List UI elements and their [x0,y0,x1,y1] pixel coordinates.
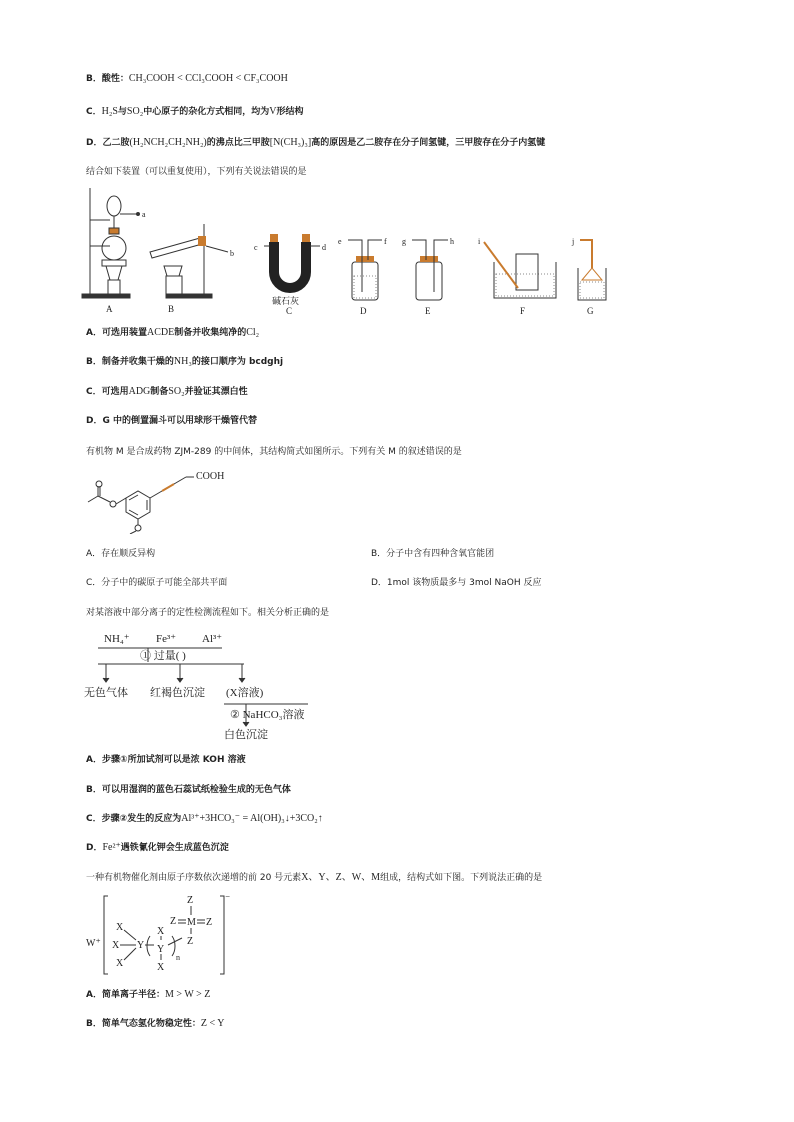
atom-x-unit-bottom: X [157,962,165,973]
q2-option-d-text: D．G 中的倒置漏斗可以用球形干燥管代替 [86,416,257,426]
q1-option-d-text1: D．乙二胺 [86,138,130,148]
q2-option-a-text1: A．可选用装置 [86,328,147,338]
apparatus-c [254,234,326,316]
q4-stem: 对某溶液中部分离子的定性检测流程如下。相关分析正确的是 [86,608,330,618]
q2-option-d [86,415,257,427]
apparatus-f [478,237,556,316]
atom-y-unit: Y [157,944,165,955]
output-x-solution: (X溶液) [226,687,264,699]
anion-charge: ⁻ [225,894,231,905]
q3-option-c: C．分子中的碳原子可能全部共平面 [86,578,228,588]
port-label-e: e [338,237,342,246]
q1-option-d-text3: 高的原因是乙二胺存在分子间氢键，三甲胺存在分子内氢键 [311,138,546,148]
atom-z-bottom: Z [187,936,194,947]
q1-option-c-letter: C． [86,107,102,117]
q1-option-c-text3: 形结构 [276,107,304,117]
atom-x-left: X [112,940,120,951]
apparatus-label-c: C [286,306,293,316]
output-red-brown-precipitate: 红褐色沉淀 [150,687,205,699]
q4-option-c [86,813,323,825]
q5-option-b-text: B．简单气态氢化物稳定性： [86,1019,201,1029]
apparatus-d [338,237,387,316]
output-colorless-gas: 无色气体 [84,687,128,699]
q3-option-b: B．分子中含有四种含氧官能团 [371,549,495,559]
atom-x-top: X [116,922,124,933]
q2-apparatus-figure [80,184,620,318]
q2-option-b-formula: NH₃ [173,356,192,367]
apparatus-a [82,188,146,314]
q3-option-d: D．1mol 该物质最多与 3mol NaOH 反应 [371,578,542,588]
port-label-j: j [572,237,575,246]
q2-option-a-text2: 制备并收集纯净的 [174,328,247,338]
q2-option-c [86,386,248,398]
q5-stem-text1: 一种有机物催化剂由原子序数依次递增的前 20 号元素 [86,873,302,883]
q5-option-b [86,1018,224,1030]
apparatus-label-g: G [587,306,594,316]
atom-x-unit-top: X [157,926,165,937]
q1-option-b-formula: CH₃COOH < CCl₃COOH < CF₃COOH [128,73,288,84]
q1-option-d-formula1: (H₂NCH₂CH₂NH₂) [129,137,207,148]
q1-option-d-text2: 的沸点比三甲胺 [206,138,270,148]
q4-option-c-equation: Al³⁺+3HCO₃⁻ = Al(OH)₃↓+3CO₂↑ [181,813,323,824]
q4-option-b-text: B．可以用湿润的蓝色石蕊试纸检验生成的无色气体 [86,785,291,795]
ion-nh4: NH₄⁺ [104,633,130,645]
atom-z-left: Z [170,916,177,927]
q4-option-d-letter: D． [86,843,103,853]
q2-option-c-text2: 制备 [150,387,169,397]
q2-option-a-formula2: Cl₂ [246,327,260,338]
q1-option-c-formula-so2: SO₂ [126,106,144,117]
q2-option-c-formula2: SO₂ [168,386,185,397]
q1-option-c-text2: 中心原子的杂化方式相同，均为 [143,107,270,117]
q3-structure-figure [84,464,244,534]
q2-option-b-text1: B．制备并收集干燥的 [86,357,174,367]
cation-w: W⁺ [86,938,101,949]
apparatus-label-e: E [425,306,431,316]
q5-stem [86,872,542,884]
step-1-label: ① 过量( ) [140,650,186,662]
q1-option-d [86,137,545,149]
port-label-c: c [254,243,258,252]
port-label-i: i [478,237,481,246]
q2-option-c-text1: C．可选用 [86,387,129,397]
apparatus-label-a: A [106,304,113,314]
port-label-h: h [450,237,454,246]
port-label-g: g [402,237,406,246]
q4-option-c-text: C．步骤②发生的反应为 [86,814,182,824]
q4-option-d [86,842,229,854]
q5-option-a-text: A．简单离子半径： [86,990,165,1000]
atom-x-bottom: X [116,958,124,969]
q4-option-b [86,784,291,796]
q2-option-a-formula1: ACDE [146,327,175,338]
q5-option-b-formula: Z < Y [200,1018,225,1029]
q4-option-a-text: A．步骤①所加试剂可以是浓 KOH 溶液 [86,755,246,765]
cooh-label: COOH [196,471,225,482]
q1-option-c-formula-h2s: H₂S [101,106,118,117]
q1-option-b [86,73,288,85]
q2-stem: 结合如下装置（可以重复使用），下列有关说法错误的是 [86,167,307,177]
ion-fe3: Fe³⁺ [156,633,177,645]
atom-z-right: Z [206,917,213,928]
q2-option-a [86,327,259,339]
q1-option-c-text1: 与 [117,107,127,117]
q4-option-d-formula: Fe²⁺ [102,842,121,853]
q1-option-b-prefix: B．酸性： [86,74,129,84]
output-white-precipitate: 白色沉淀 [224,729,268,741]
atom-y-1: Y [137,940,145,951]
port-label-b: b [230,249,234,258]
atom-z-top: Z [187,895,194,906]
apparatus-label-d: D [360,306,367,316]
q4-flowchart [84,628,344,744]
apparatus-b [150,224,234,314]
atom-m: M [187,917,196,928]
apparatus-label-f: F [520,306,526,316]
port-label-f: f [384,237,387,246]
q1-option-c-v: V [269,106,277,117]
port-label-d: d [322,243,326,252]
q2-option-b-text2: 的接口顺序为 bcdghj [191,357,284,367]
q5-stem-text2: 组成，结构式如下图。下列说法正确的是 [380,873,543,883]
step-2-label: ② NaHCO₃溶液 [230,709,305,721]
ion-al3: Al³⁺ [202,633,223,645]
apparatus-label-b: B [168,304,175,314]
repeat-n: n [176,953,180,962]
apparatus-e [402,237,454,316]
q4-option-a [86,754,246,766]
soda-lime-caption: 碱石灰 [272,296,300,306]
q2-option-c-formula1: ADG [128,386,151,397]
q5-stem-elements: X、Y、Z、W、M [301,872,381,883]
q3-stem: 有机物 M 是合成药物 ZJM-289 的中间体，其结构简式如图所示。下列有关 M 的叙述错误的是 [86,447,462,457]
q5-structure-figure [84,890,244,980]
apparatus-g [571,237,606,316]
q2-option-b [86,356,283,368]
port-label-a: a [142,210,146,219]
q4-option-d-text: 遇铁氰化钾会生成蓝色沉淀 [120,843,229,853]
q1-option-d-formula2: [N(CH₃)₃] [269,137,312,148]
q5-option-a-formula: M > W > Z [164,989,211,1000]
q3-option-a: A．存在顺反异构 [86,549,156,559]
q5-option-a [86,989,210,1001]
q2-option-c-text3: 并验证其漂白性 [184,387,248,397]
q1-option-c [86,106,303,118]
